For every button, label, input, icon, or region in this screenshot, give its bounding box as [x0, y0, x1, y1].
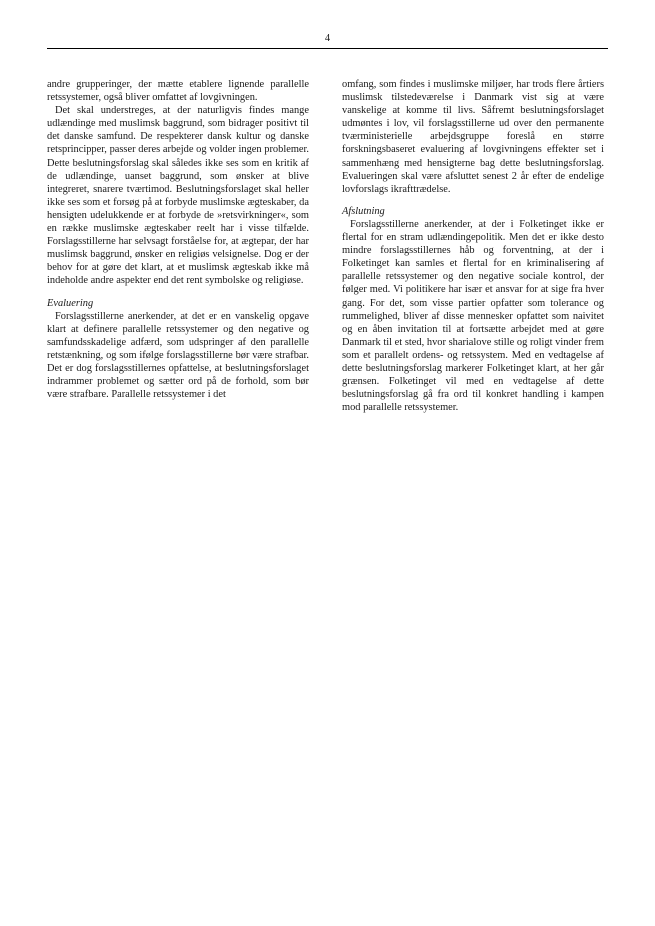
section-heading-evaluering: Evaluering	[47, 297, 94, 309]
left-paragraph-3: Forslagsstillerne anerkender, at det er en vanskelig opgave klart at definere parallelle retssystemer og den negative og samfundsskadelige adfærd, som udspringer af den parallelle retstænkning, og som ifølge forslagsstillerne bør være strafbar. Det er dog forslagsstillernes opfattelse, at beslutningsforslaget indrammer problemet og sætter ord på de forhold, som bør være strafbare. Parallelle retssystemer i det	[47, 310, 309, 401]
right-column	[342, 78, 604, 414]
section-heading-afslutning: Afslutning	[342, 205, 385, 217]
right-paragraph-1: omfang, som findes i muslimske miljøer, har trods flere årtiers muslimsk tilstedeværelse i Danmark vist sig at være vanskelige at komme til livs. Såfremt beslutningsforslaget udmøntes i lov, vil forslagsstillerne ud over den permanente tværministerielle arbejdsgruppe foreslå en større forskningsbaseret evaluering af lovgivningens effekter set i sammenhæng med hensigterne bag dette beslutningsforslag. Evalueringen skal være afsluttet senest 2 år efter de endelige lovforslags ikrafttrædelse.	[342, 79, 604, 195]
left-paragraph-2: Det skal understreges, at der naturligvis findes mange udlændinge med muslimsk baggrund, som bidrager positivt til det danske samfund. De respekterer dansk kultur og danske retsprincipper, passer deres arbejde og volder ingen problemer. Dette beslutningsforslag skal således ikke ses som en kritik af de udlændinge, uanset baggrund, som ønsker at blive integreret, snarere tværtimod. Beslutningsforslaget skal heller ikke ses som et forsøg på at forbyde muslimske ægteskaber, da hensigten udelukkende er at forbyde de »retsvirkninger«, som en række muslimske ægteskaber reelt har i visse tilfælde. Forslagsstillerne har selvsagt forståelse for, at ægtepar, der har muslimsk baggrund, ønsker en religiøs velsignelse. Dog er der behov for at gøre det klart, at et muslimsk ægteskab ikke må indeholde andre aspekter end det rent symbolske og religiøse.	[47, 105, 309, 287]
page-number: 4	[324, 33, 331, 44]
left-column	[47, 78, 309, 401]
header-rule	[47, 48, 608, 49]
left-paragraph-1: andre grupperinger, der mætte etablere lignende parallelle retssystemer, også bliver omfattet af lovgivningen.	[47, 79, 309, 104]
right-paragraph-2: Forslagsstillerne anerkender, at der i Folketinget ikke er flertal for en stram udlændingepolitik. Men det er ikke desto mindre forslagsstillernes håb og forventning, at der i Folketinget kan samles et flertal for en kriminalisering af parallelle retssystemer og den negative sociale kontrol, der følger med. Vi politikere har især et ansvar for at sige fra hver gang. For det, som visse partier opfatter som tolerance og rummelighed, bliver af disse mennesker opfattet som naivitet og en åben invitation til at fortsætte arbejdet med at gøre Danmark til et sted, hvor sharialove stille og roligt vinder frem som et parallelt ordens- og retssystem. Med en vedtagelse af dette beslutningsforslag markerer Folketinget klart, at her går grænsen. Folketinget vil med en vedtagelse af dette beslutningsforslag gå fra ord til konkret handling i kampen mod parallelle retssystemer.	[342, 218, 604, 414]
